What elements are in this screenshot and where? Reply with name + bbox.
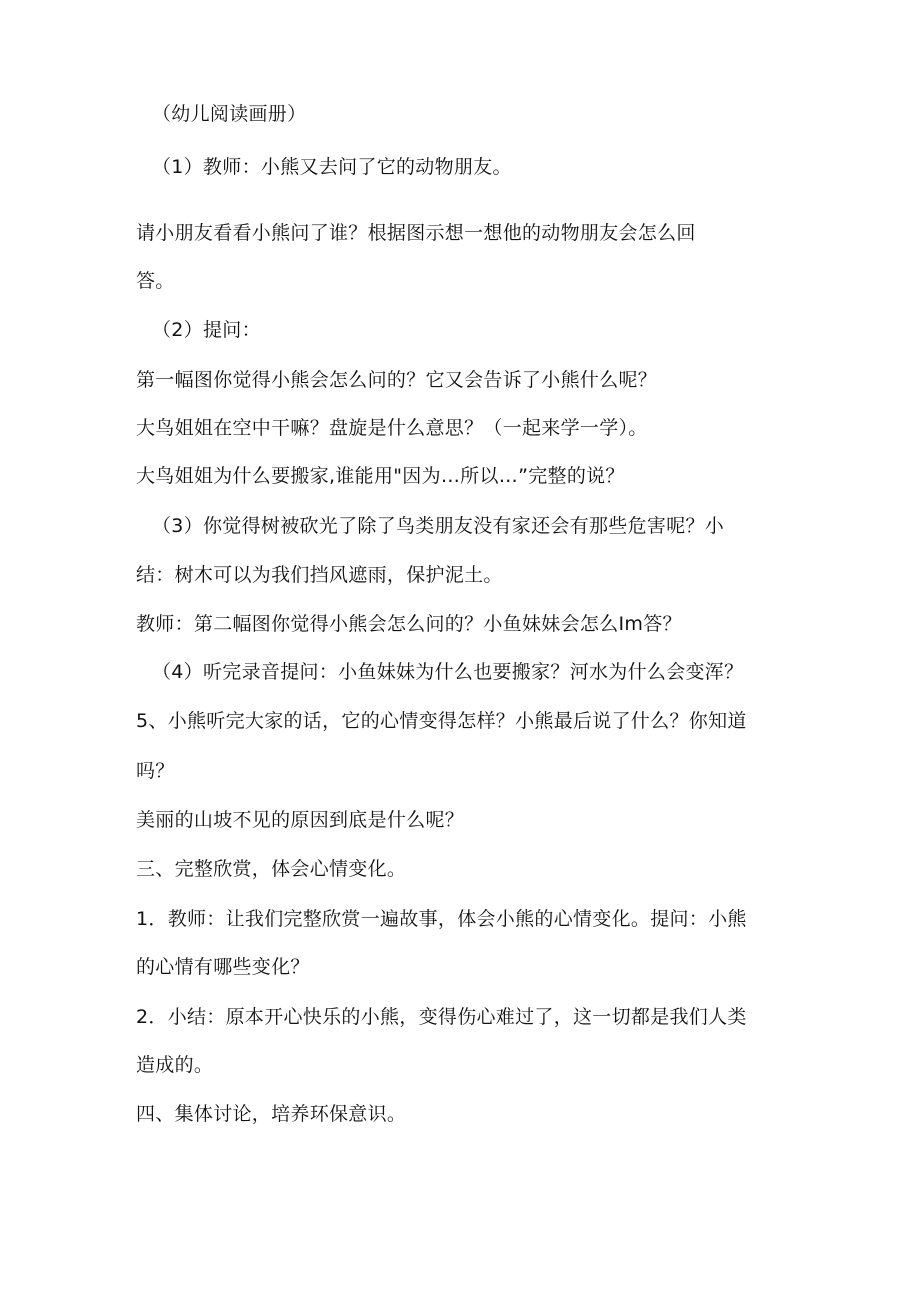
text-line-11: 教师：第二幅图你觉得小熊会怎么问的？小鱼妹妹会怎么Im答？	[136, 613, 682, 635]
text-line-19: 2．小结：原本开心快乐的小熊，变得伤心难过了，这一切都是我们人类	[136, 1006, 747, 1028]
text-line-1: （幼儿阅读画册）	[152, 103, 307, 125]
text-line-5: （2）提问：	[152, 319, 261, 341]
text-line-10: 结：树木可以为我们挡风遮雨，保护泥土。	[136, 564, 503, 586]
text-line-16: 三、完整欣赏，体会心情变化。	[136, 858, 407, 880]
text-line-4: 答。	[136, 270, 175, 292]
text-line-18: 的心情有哪些变化？	[136, 956, 310, 978]
text-line-9: （3）你觉得树被砍光了除了鸟类朋友没有家还会有那些危害呢？小	[152, 515, 725, 537]
text-line-12: （4）听完录音提问：小鱼妹妹为什么也要搬家？河水为什么会变浑？	[152, 661, 744, 683]
text-line-7: 大鸟姐姐在空中干嘛？盘旋是什么意思？（一起来学一学）。	[136, 417, 648, 439]
text-line-8: 大鸟姐姐为什么要搬家,谁能用"因为…所以…”完整的说？	[136, 465, 625, 487]
text-line-15: 美丽的山坡不见的原因到底是什么呢？	[136, 809, 465, 831]
text-line-6: 第一幅图你觉得小熊会怎么问的？它又会告诉了小熊什么呢？	[136, 369, 658, 391]
text-line-17: 1．教师：让我们完整欣赏一遍故事，体会小熊的心情变化。提问：小熊	[136, 908, 747, 930]
text-line-3: 请小朋友看看小熊问了谁？根据图示想一想他的动物朋友会怎么回	[136, 222, 696, 244]
text-line-14: 吗？	[136, 760, 175, 782]
text-line-20: 造成的。	[136, 1054, 214, 1076]
text-line-13: 5、小熊听完大家的话，它的心情变得怎样？小熊最后说了什么？你知道	[136, 710, 747, 732]
text-line-2: （1）教师：小熊又去问了它的动物朋友。	[152, 156, 512, 178]
text-line-21: 四、集体讨论，培养环保意识。	[136, 1103, 407, 1125]
